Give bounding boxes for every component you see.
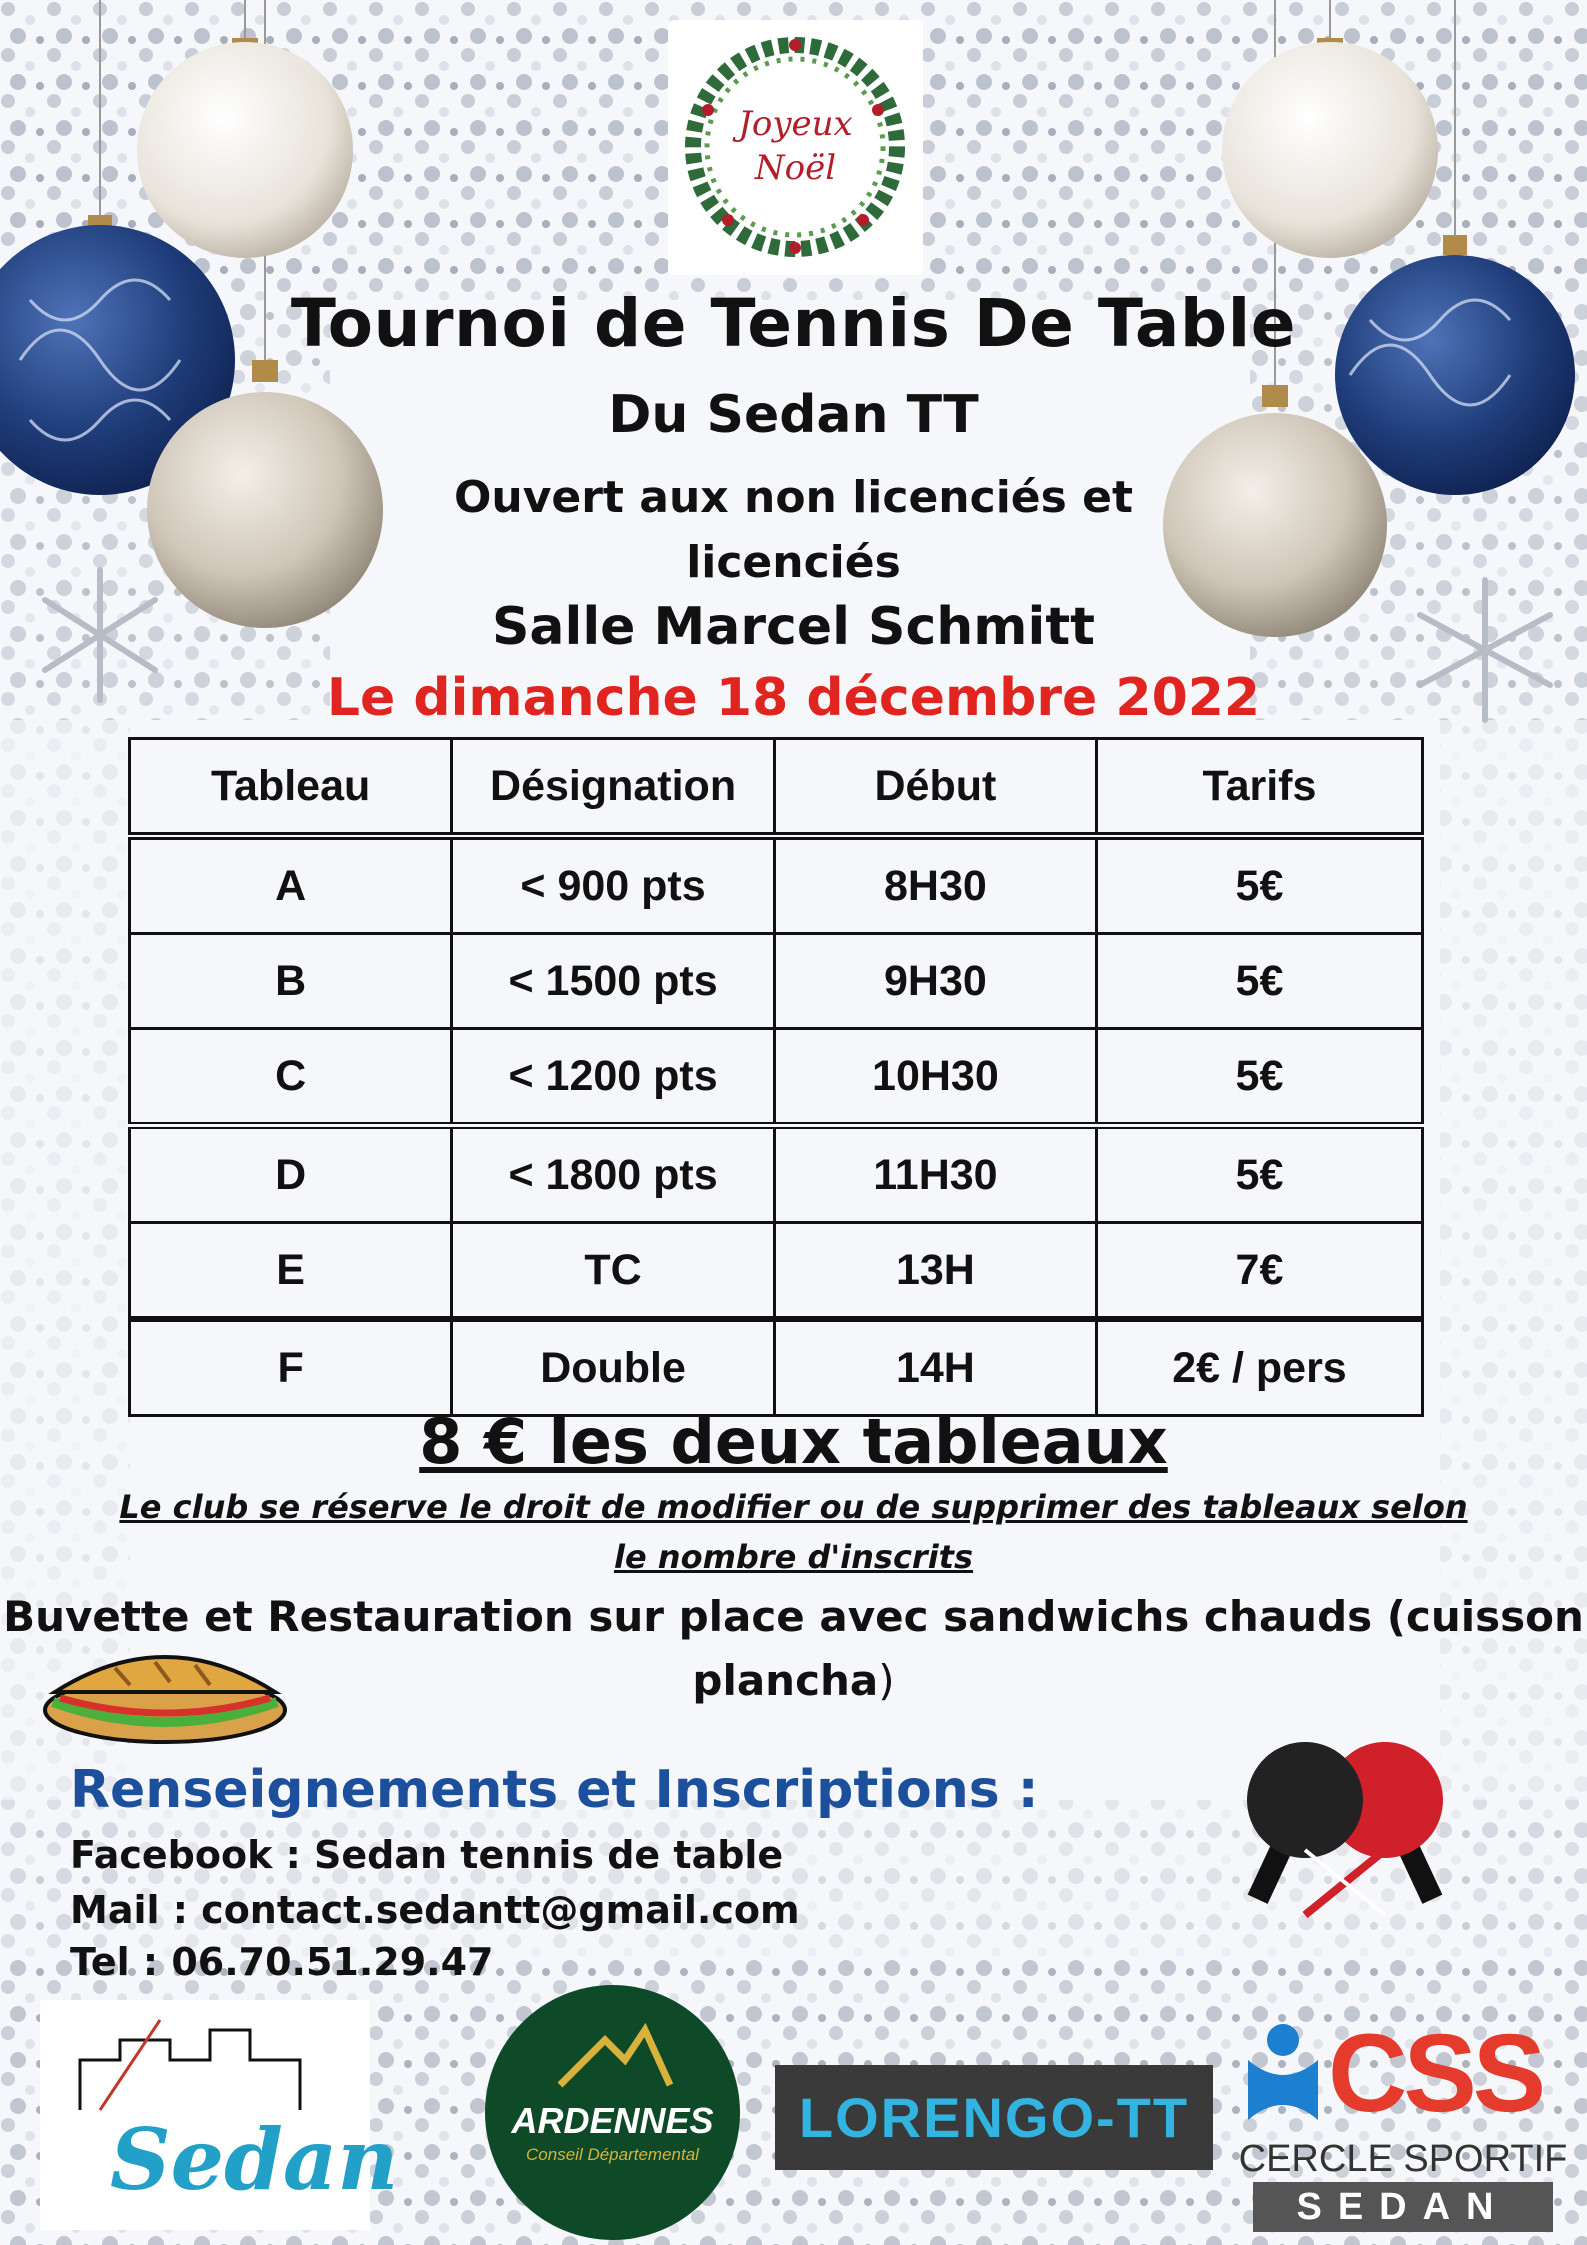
cell-designation: Double [452, 1319, 775, 1416]
table-row [130, 934, 1423, 1029]
citadel-icon [40, 2000, 370, 2120]
cell-debut: 10H30 [774, 1029, 1096, 1126]
cell-designation: TC [452, 1223, 775, 1320]
ardennes-logo [485, 1985, 740, 2240]
cell-tableau: B [130, 934, 452, 1029]
cell-tableau: D [130, 1126, 452, 1223]
css-subtext-2: SEDAN [1253, 2182, 1553, 2232]
notice-line-1: Le club se réserve le droit de modifier ou de supprimer des tableaux selon [119, 1488, 1468, 1526]
cell-tableau: E [130, 1223, 452, 1320]
cell-designation: < 900 pts [452, 836, 775, 934]
lorengo-text: LORENGO-TT [798, 2086, 1190, 2149]
table-row [130, 1126, 1423, 1223]
mountain-icon [555, 2020, 675, 2090]
table-row [130, 836, 1423, 934]
buvette-paren: ) [878, 1656, 895, 1705]
css-logo [1238, 2010, 1568, 2235]
ping-pong-paddles-icon [1235, 1740, 1455, 1920]
cell-tarif: 7€ [1096, 1223, 1422, 1320]
two-tables-offer: 8 € les deux tableaux [419, 1405, 1168, 1478]
cell-designation: < 1800 pts [452, 1126, 775, 1223]
contact-facebook: Facebook : Sedan tennis de table [70, 1833, 784, 1877]
cell-debut: 8H30 [774, 836, 1096, 934]
open-line-1: Ouvert aux non licenciés et [453, 472, 1133, 523]
badge-joyeux: Joyeux [738, 104, 853, 144]
lorengo-logo [775, 2065, 1213, 2170]
table-row [130, 1319, 1423, 1416]
cell-tarif: 5€ [1096, 836, 1422, 934]
header-designation: Désignation [452, 739, 775, 837]
cell-designation: < 1200 pts [452, 1029, 775, 1126]
cell-designation: < 1500 pts [452, 934, 775, 1029]
event-date: Le dimanche 18 décembre 2022 [326, 668, 1261, 728]
table-header-row [130, 739, 1423, 837]
cell-debut: 14H [774, 1319, 1096, 1416]
ardennes-text: ARDENNES [511, 2100, 714, 2141]
cell-tableau: F [130, 1319, 452, 1416]
sedan-logo-text: Sedan [110, 2110, 399, 2209]
buvette-line-1: Buvette et Restauration sur place avec sandwichs chauds (cuisson [3, 1592, 1584, 1641]
contact-title: Renseignements et Inscriptions : [70, 1760, 1039, 1820]
header-tableau: Tableau [130, 739, 452, 837]
sedan-logo [40, 2000, 399, 2230]
cell-debut: 13H [774, 1223, 1096, 1320]
cell-tableau: A [130, 836, 452, 934]
venue: Salle Marcel Schmitt [491, 597, 1096, 657]
ardennes-subtext: Conseil Départemental [526, 2145, 699, 2164]
open-line-2: licenciés [686, 537, 901, 588]
cell-tarif: 5€ [1096, 934, 1422, 1029]
sandwich-icon [35, 1640, 295, 1750]
page-title: Tournoi de Tennis De Table [290, 285, 1297, 362]
contact-mail[interactable]: Mail : contact.sedantt@gmail.com [70, 1888, 800, 1932]
css-text: CSS [1328, 2012, 1543, 2135]
cell-debut: 11H30 [774, 1126, 1096, 1223]
buvette-plancha: plancha [692, 1656, 879, 1705]
schedule-table [128, 737, 1424, 1417]
table-row [130, 1029, 1423, 1126]
notice-line-2: le nombre d'inscrits [613, 1538, 973, 1576]
cell-tarif: 5€ [1096, 1126, 1422, 1223]
club-name: Du Sedan TT [608, 385, 979, 445]
css-subtext-1: CERCLE SPORTIF [1238, 2138, 1568, 2180]
badge-noel: Noël [754, 148, 837, 188]
contact-tel: Tel : 06.70.51.29.47 [70, 1940, 494, 1984]
table-row [130, 1223, 1423, 1320]
cell-tableau: C [130, 1029, 452, 1126]
header-tarifs: Tarifs [1096, 739, 1422, 837]
runner-icon [1238, 2020, 1328, 2130]
cell-tarif: 2€ / pers [1096, 1319, 1422, 1416]
joyeux-noel-badge [668, 20, 923, 275]
header-debut: Début [774, 739, 1096, 837]
cell-tarif: 5€ [1096, 1029, 1422, 1126]
cell-debut: 9H30 [774, 934, 1096, 1029]
